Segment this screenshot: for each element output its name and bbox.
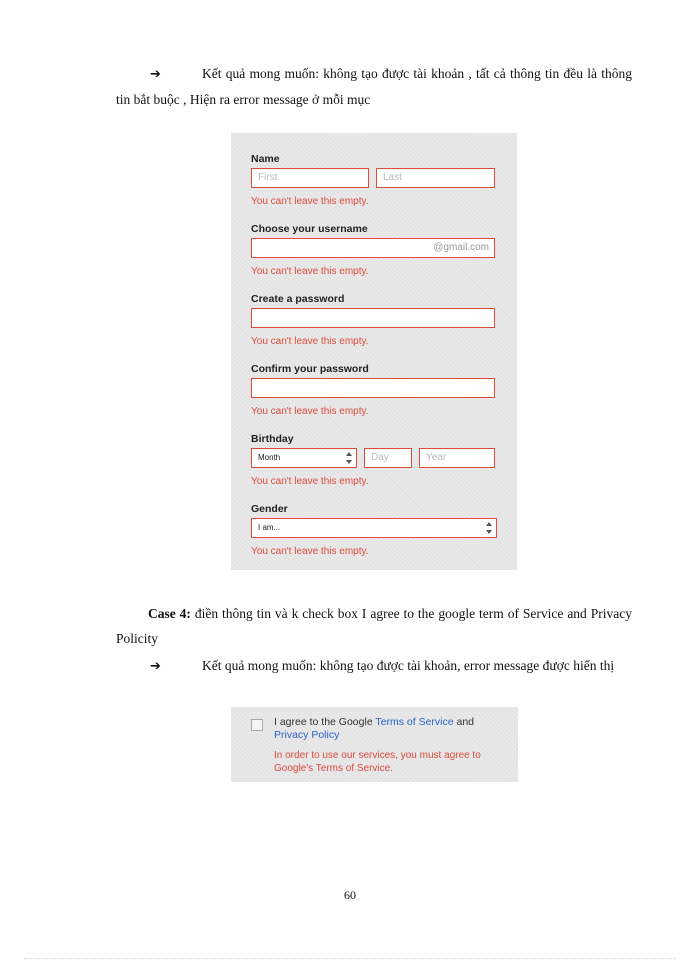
terms-of-service-link[interactable]: Terms of Service <box>375 716 454 728</box>
expected-result-paragraph-2 <box>116 653 632 679</box>
gender-value: I am... <box>258 523 281 532</box>
arrow-icon: ➔ <box>150 659 161 674</box>
name-label: Name <box>251 153 280 165</box>
birthday-error: You can't leave this empty. <box>251 476 369 487</box>
select-arrows-icon <box>346 452 352 464</box>
confirm-password-error: You can't leave this empty. <box>251 406 369 417</box>
expected-result-paragraph-1 <box>116 61 632 112</box>
gender-error: You can't leave this empty. <box>251 546 369 557</box>
arrow-icon: ➔ <box>150 67 161 82</box>
confirm-password-input[interactable] <box>251 378 495 398</box>
password-label: Create a password <box>251 293 345 305</box>
signup-form-screenshot <box>231 133 517 570</box>
gender-select[interactable] <box>251 518 497 538</box>
username-label: Choose your username <box>251 223 368 235</box>
privacy-policy-link[interactable]: Privacy Policy <box>274 729 340 741</box>
password-input[interactable] <box>251 308 495 328</box>
agree-checkbox[interactable] <box>251 719 263 731</box>
agree-and: and <box>453 716 475 728</box>
gender-label: Gender <box>251 503 288 515</box>
page-bottom-rule <box>24 958 676 959</box>
agree-text <box>274 716 504 742</box>
case4-label: Case 4: <box>148 606 191 621</box>
first-name-input[interactable]: First <box>251 168 369 188</box>
birthday-label: Birthday <box>251 433 294 445</box>
select-arrows-icon <box>486 522 492 534</box>
birth-year-input[interactable]: Year <box>419 448 495 468</box>
birth-month-select[interactable] <box>251 448 357 468</box>
agree-error: In order to use our services, you must agree to Google's Terms of Service. <box>274 750 481 774</box>
expected-result-text-1: Kết quả mong muốn: không tạo được tài khoản , tất cả thông tin đều là thông tin bắt buộc , Hiện ra error message ở mỗi mục <box>116 66 632 107</box>
username-input[interactable] <box>251 238 495 258</box>
name-error: You can't leave this empty. <box>251 196 369 207</box>
last-name-input[interactable]: Last <box>376 168 495 188</box>
username-error: You can't leave this empty. <box>251 266 369 277</box>
expected-result-text-2: Kết quả mong muốn: không tạo được tài khoản, error message được hiển thị <box>202 658 615 673</box>
agree-prefix: I agree to the Google <box>274 716 376 728</box>
case4-text: điền thông tin và k check box I agree to the google term of Service and Privacy Policity <box>116 606 632 646</box>
gmail-suffix: @gmail.com <box>433 242 489 253</box>
password-error: You can't leave this empty. <box>251 336 369 347</box>
page-number: 60 <box>344 888 356 902</box>
birth-day-input[interactable]: Day <box>364 448 412 468</box>
confirm-password-label: Confirm your password <box>251 363 369 375</box>
terms-agreement-screenshot <box>231 707 518 782</box>
birth-month-value: Month <box>258 453 281 462</box>
case4-paragraph <box>116 601 632 651</box>
